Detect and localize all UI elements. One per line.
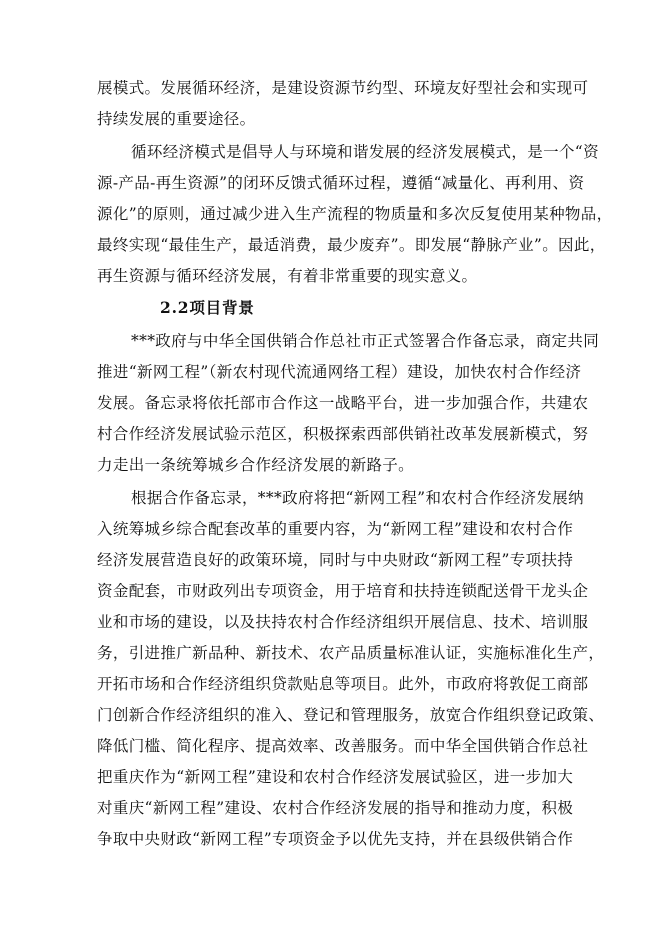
text-line: 推进“新网工程”（新农村现代流通网络工程）建设，加快农村合作经济 xyxy=(97,363,582,381)
section-heading: 2.2项目背景 xyxy=(160,298,255,317)
text-line: 把重庆作为“新网工程”建设和农村合作经济发展试验区，进一步加大 xyxy=(97,768,574,786)
text-line: 村合作经济发展试验示范区，积极探索西部供销社改革发展新模式，努 xyxy=(97,425,589,443)
text-line: 争取中央财政“新网工程”专项资金予以优先支持，并在县级供销合作 xyxy=(97,830,574,848)
text-line: 发展。备忘录将依托部市合作这一战略平台，进一步加强合作，共建农 xyxy=(97,394,589,412)
text-line: 展模式。发展循环经济，是建设资源节约型、环境友好型社会和实现可 xyxy=(97,79,589,97)
text-line: 持续发展的重要途径。 xyxy=(97,110,256,128)
text-line: 经济发展营造良好的政策环境，同时与中央财政“新网工程”专项扶持 xyxy=(97,551,574,569)
text-line: 力走出一条统筹城乡合作经济发展的新路子。 xyxy=(97,456,415,474)
text-line: 降低门槛、简化程序、提高效率、改善服务。而中华全国供销合作总社 xyxy=(97,737,589,755)
text-line: 开拓市场和合作经济组织贷款贴息等项目。此外，市政府将敦促工商部 xyxy=(97,675,589,693)
text-line: 业和市场的建设，以及扶持农村合作经济组织开展信息、技术、培训服 xyxy=(97,613,589,631)
text-line: 根据合作备忘录，***政府将把“新网工程”和农村合作经济发展纳 xyxy=(131,489,584,507)
text-line: 门创新合作经济组织的准入、登记和管理服务，放宽合作组织登记政策、 xyxy=(97,706,605,724)
text-line: 再生资源与循环经济发展，有着非常重要的现实意义。 xyxy=(97,267,478,285)
text-line: 源-产品-再生资源”的闭环反馈式循环过程，遵循“减量化、再利用、资 xyxy=(97,174,585,192)
text-line: ***政府与中华全国供销合作总社市正式签署合作备忘录，商定共同 xyxy=(131,332,600,350)
text-line: 入统筹城乡综合配套改革的重要内容，为“新网工程”建设和农村合作 xyxy=(97,520,574,538)
text-line: 对重庆“新网工程”建设、农村合作经济发展的指导和推动力度，积极 xyxy=(97,799,574,817)
text-line: 循环经济模式是倡导人与环境和谐发展的经济发展模式，是一个“资 xyxy=(131,143,599,161)
text-line: 资金配套，市财政列出专项资金，用于培育和扶持连锁配送骨干龙头企 xyxy=(97,582,589,600)
text-line: 最终实现“最佳生产，最适消费，最少废弃”。即发展“静脉产业”。因此， xyxy=(97,236,606,254)
text-line: 务，引进推广新品种、新技术、农产品质量标准认证，实施标准化生产， xyxy=(97,644,605,662)
text-line: 源化”的原则，通过减少进入生产流程的物质量和多次反复使用某种物品， xyxy=(97,205,613,223)
